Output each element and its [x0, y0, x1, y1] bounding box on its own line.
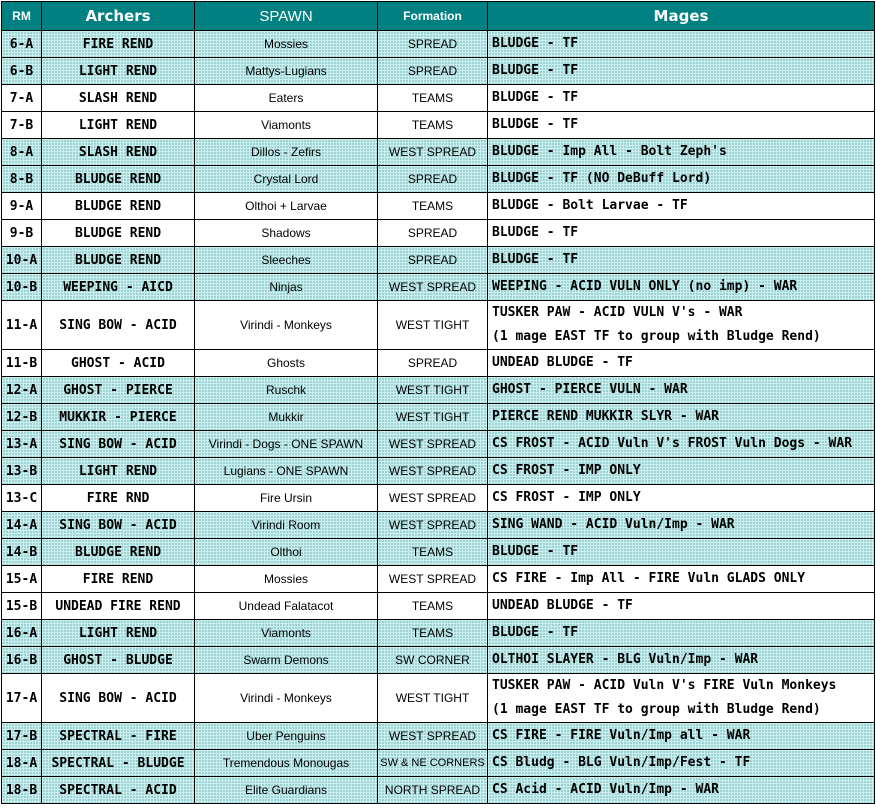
table-row: [2, 620, 875, 647]
room-cell: 6-B: [2, 58, 42, 85]
mages-line: BLUDGE - TF: [492, 625, 579, 640]
mages-cell: [488, 58, 875, 85]
table-row: [2, 350, 875, 377]
spawn-cell: Viamonts: [195, 112, 378, 139]
archers-cell: SPECTRAL - ACID: [42, 777, 195, 804]
mages-line-2: (1 mage EAST TF to group with Bludge Rend): [492, 702, 821, 717]
archers-cell: SING BOW - ACID: [42, 431, 195, 458]
table-row: [2, 274, 875, 301]
room-cell: 12-A: [2, 377, 42, 404]
table-row: [2, 166, 875, 193]
table-row: [2, 723, 875, 750]
header-mages: Mages: [488, 2, 875, 31]
archers-cell: GHOST - ACID: [42, 350, 195, 377]
room-cell: 15-A: [2, 566, 42, 593]
header-formation: Formation: [378, 2, 488, 31]
mages-line: CS FROST - ACID Vuln V's FROST Vuln Dogs - WAR: [492, 436, 853, 451]
formation-cell: SW & NE CORNERS: [378, 750, 488, 777]
archers-cell: BLUDGE REND: [42, 193, 195, 220]
archers-cell: GHOST - BLUDGE: [42, 647, 195, 674]
archers-cell: GHOST - PIERCE: [42, 377, 195, 404]
spawn-cell: Eaters: [195, 85, 378, 112]
spawn-cell: Dillos - Zefirs: [195, 139, 378, 166]
mages-cell: [488, 777, 875, 804]
archers-cell: BLUDGE REND: [42, 220, 195, 247]
formation-cell: TEAMS: [378, 85, 488, 112]
room-cell: 9-B: [2, 220, 42, 247]
mages-cell: [488, 723, 875, 750]
mages-cell: [488, 539, 875, 566]
mages-line: SING WAND - ACID Vuln/Imp - WAR: [492, 517, 735, 532]
archers-cell: LIGHT REND: [42, 112, 195, 139]
formation-cell: TEAMS: [378, 112, 488, 139]
room-cell: 10-A: [2, 247, 42, 274]
archers-cell: SING BOW - ACID: [42, 674, 195, 723]
table-row: [2, 220, 875, 247]
spawn-cell: Swarm Demons: [195, 647, 378, 674]
mages-cell: [488, 750, 875, 777]
archers-cell: SING BOW - ACID: [42, 512, 195, 539]
formation-cell: NORTH SPREAD: [378, 777, 488, 804]
table-row: [2, 539, 875, 566]
mages-cell: [488, 512, 875, 539]
formation-cell: WEST SPREAD: [378, 431, 488, 458]
archers-cell: UNDEAD FIRE REND: [42, 593, 195, 620]
mages-line: BLUDGE - TF: [492, 252, 579, 267]
mages-cell: [488, 566, 875, 593]
table-row: [2, 58, 875, 85]
room-cell: 13-B: [2, 458, 42, 485]
spawn-cell: Ninjas: [195, 274, 378, 301]
room-cell: 14-A: [2, 512, 42, 539]
archers-cell: SPECTRAL - BLUDGE: [42, 750, 195, 777]
room-cell: 11-A: [2, 301, 42, 350]
archers-cell: BLUDGE REND: [42, 539, 195, 566]
spawn-cell: Virindi - Monkeys: [195, 301, 378, 350]
mages-line: CS FIRE - Imp All - FIRE Vuln GLADS ONLY: [492, 571, 806, 586]
mages-line: UNDEAD BLUDGE - TF: [492, 355, 633, 370]
mages-line: BLUDGE - Imp All - Bolt Zeph's: [492, 144, 727, 159]
mages-cell: [488, 404, 875, 431]
table-row: [2, 593, 875, 620]
room-cell: 18-B: [2, 777, 42, 804]
formation-cell: WEST SPREAD: [378, 274, 488, 301]
formation-cell: TEAMS: [378, 593, 488, 620]
mages-cell: [488, 220, 875, 247]
archers-cell: SPECTRAL - FIRE: [42, 723, 195, 750]
formation-cell: WEST TIGHT: [378, 377, 488, 404]
formation-cell: WEST SPREAD: [378, 723, 488, 750]
table-row: [2, 431, 875, 458]
formation-cell: SPREAD: [378, 220, 488, 247]
spawn-cell: Olthoi: [195, 539, 378, 566]
room-cell: 16-B: [2, 647, 42, 674]
room-cell: 15-B: [2, 593, 42, 620]
formation-cell: TEAMS: [378, 620, 488, 647]
mages-cell: [488, 620, 875, 647]
archers-cell: FIRE REND: [42, 31, 195, 58]
room-cell: 7-A: [2, 85, 42, 112]
mages-line: BLUDGE - TF: [492, 36, 579, 51]
room-cell: 10-B: [2, 274, 42, 301]
mages-cell: [488, 247, 875, 274]
room-cell: 11-B: [2, 350, 42, 377]
archers-cell: MUKKIR - PIERCE: [42, 404, 195, 431]
archers-cell: SING BOW - ACID: [42, 301, 195, 350]
room-cell: 14-B: [2, 539, 42, 566]
mages-cell: [488, 674, 875, 723]
mages-cell: [488, 593, 875, 620]
formation-cell: WEST TIGHT: [378, 674, 488, 723]
formation-cell: WEST SPREAD: [378, 485, 488, 512]
archers-cell: SLASH REND: [42, 139, 195, 166]
spawn-cell: Virindi - Dogs - ONE SPAWN: [195, 431, 378, 458]
formation-cell: SPREAD: [378, 247, 488, 274]
room-cell: 7-B: [2, 112, 42, 139]
spawn-cell: Ghosts: [195, 350, 378, 377]
formation-cell: WEST SPREAD: [378, 566, 488, 593]
formation-cell: WEST SPREAD: [378, 458, 488, 485]
mages-line: CS Bludg - BLG Vuln/Imp/Fest - TF: [492, 755, 751, 770]
table-row: [2, 193, 875, 220]
archers-cell: FIRE RND: [42, 485, 195, 512]
mages-line: BLUDGE - TF: [492, 90, 579, 105]
table-row: [2, 750, 875, 777]
room-cell: 8-B: [2, 166, 42, 193]
mages-line: WEEPING - ACID VULN ONLY (no imp) - WAR: [492, 279, 798, 294]
mages-line: UNDEAD BLUDGE - TF: [492, 598, 633, 613]
archers-cell: LIGHT REND: [42, 620, 195, 647]
room-cell: 17-B: [2, 723, 42, 750]
mages-cell: [488, 458, 875, 485]
room-cell: 17-A: [2, 674, 42, 723]
mages-line: BLUDGE - TF (NO DeBuff Lord): [492, 171, 712, 186]
spawn-cell: Tremendous Monougas: [195, 750, 378, 777]
table-row: [2, 566, 875, 593]
room-cell: 9-A: [2, 193, 42, 220]
formation-cell: SW CORNER: [378, 647, 488, 674]
room-cell: 13-C: [2, 485, 42, 512]
spawn-cell: Crystal Lord: [195, 166, 378, 193]
room-cell: 18-A: [2, 750, 42, 777]
formation-cell: SPREAD: [378, 166, 488, 193]
formation-cell: WEST TIGHT: [378, 404, 488, 431]
table-row: [2, 404, 875, 431]
mages-cell: [488, 274, 875, 301]
table-row: [2, 85, 875, 112]
mages-line-2: (1 mage EAST TF to group with Bludge Rend): [492, 329, 821, 344]
mages-line: OLTHOI SLAYER - BLG Vuln/Imp - WAR: [492, 652, 759, 667]
mages-line: GHOST - PIERCE VULN - WAR: [492, 382, 688, 397]
table-row: [2, 647, 875, 674]
formation-cell: WEST SPREAD: [378, 139, 488, 166]
room-cell: 6-A: [2, 31, 42, 58]
mages-line: CS FROST - IMP ONLY: [492, 463, 641, 478]
spawn-cell: Viamonts: [195, 620, 378, 647]
header-row: [2, 2, 875, 31]
table-row: [2, 139, 875, 166]
formation-cell: WEST TIGHT: [378, 301, 488, 350]
spawn-cell: Undead Falatacot: [195, 593, 378, 620]
mages-cell: [488, 112, 875, 139]
table-row: [2, 674, 875, 723]
room-cell: 16-A: [2, 620, 42, 647]
spawn-cell: Mossies: [195, 31, 378, 58]
spawn-cell: Ruschk: [195, 377, 378, 404]
mages-cell: [488, 85, 875, 112]
mages-cell: [488, 193, 875, 220]
mages-cell: [488, 350, 875, 377]
mages-cell: [488, 31, 875, 58]
archers-cell: BLUDGE REND: [42, 166, 195, 193]
archers-cell: FIRE REND: [42, 566, 195, 593]
mages-line: CS FIRE - FIRE Vuln/Imp all - WAR: [492, 728, 751, 743]
mages-line: BLUDGE - Bolt Larvae - TF: [492, 198, 688, 213]
table-row: [2, 31, 875, 58]
spawn-cell: Virindi - Monkeys: [195, 674, 378, 723]
mages-cell: [488, 166, 875, 193]
archers-cell: LIGHT REND: [42, 58, 195, 85]
table-row: [2, 777, 875, 804]
spawn-cell: Fire Ursin: [195, 485, 378, 512]
formation-cell: TEAMS: [378, 539, 488, 566]
spawn-cell: Mukkir: [195, 404, 378, 431]
room-assignment-table: [1, 1, 875, 804]
mages-line: CS Acid - ACID Vuln/Imp - WAR: [492, 782, 719, 797]
room-cell: 12-B: [2, 404, 42, 431]
spawn-cell: Lugians - ONE SPAWN: [195, 458, 378, 485]
formation-cell: SPREAD: [378, 31, 488, 58]
header-archers: Archers: [42, 2, 195, 31]
header-spawn: SPAWN: [195, 2, 378, 31]
mages-line: BLUDGE - TF: [492, 225, 579, 240]
archers-cell: SLASH REND: [42, 85, 195, 112]
table-row: [2, 301, 875, 350]
spawn-cell: Mattys-Lugians: [195, 58, 378, 85]
spawn-cell: Virindi Room: [195, 512, 378, 539]
spawn-cell: Olthoi + Larvae: [195, 193, 378, 220]
mages-line: PIERCE REND MUKKIR SLYR - WAR: [492, 409, 719, 424]
mages-cell: [488, 485, 875, 512]
spawn-cell: Shadows: [195, 220, 378, 247]
formation-cell: SPREAD: [378, 58, 488, 85]
mages-line: TUSKER PAW - ACID Vuln V's FIRE Vuln Monkeys: [492, 678, 837, 693]
spawn-cell: Elite Guardians: [195, 777, 378, 804]
mages-cell: [488, 377, 875, 404]
mages-cell: [488, 139, 875, 166]
spawn-cell: Mossies: [195, 566, 378, 593]
archers-cell: BLUDGE REND: [42, 247, 195, 274]
archers-cell: LIGHT REND: [42, 458, 195, 485]
table-row: [2, 247, 875, 274]
table-row: [2, 377, 875, 404]
mages-cell: [488, 301, 875, 350]
mages-line: BLUDGE - TF: [492, 117, 579, 132]
mages-line: BLUDGE - TF: [492, 544, 579, 559]
spawn-cell: Uber Penguins: [195, 723, 378, 750]
room-cell: 13-A: [2, 431, 42, 458]
room-cell: 8-A: [2, 139, 42, 166]
formation-cell: TEAMS: [378, 193, 488, 220]
table-row: [2, 112, 875, 139]
archers-cell: WEEPING - AICD: [42, 274, 195, 301]
table-row: [2, 485, 875, 512]
spawn-cell: Sleeches: [195, 247, 378, 274]
mages-line: TUSKER PAW - ACID VULN V's - WAR: [492, 305, 743, 320]
mages-line: CS FROST - IMP ONLY: [492, 490, 641, 505]
formation-cell: SPREAD: [378, 350, 488, 377]
mages-cell: [488, 647, 875, 674]
mages-line: BLUDGE - TF: [492, 63, 579, 78]
header-rm: RM: [2, 2, 42, 31]
table-row: [2, 458, 875, 485]
mages-cell: [488, 431, 875, 458]
formation-cell: WEST SPREAD: [378, 512, 488, 539]
table-row: [2, 512, 875, 539]
